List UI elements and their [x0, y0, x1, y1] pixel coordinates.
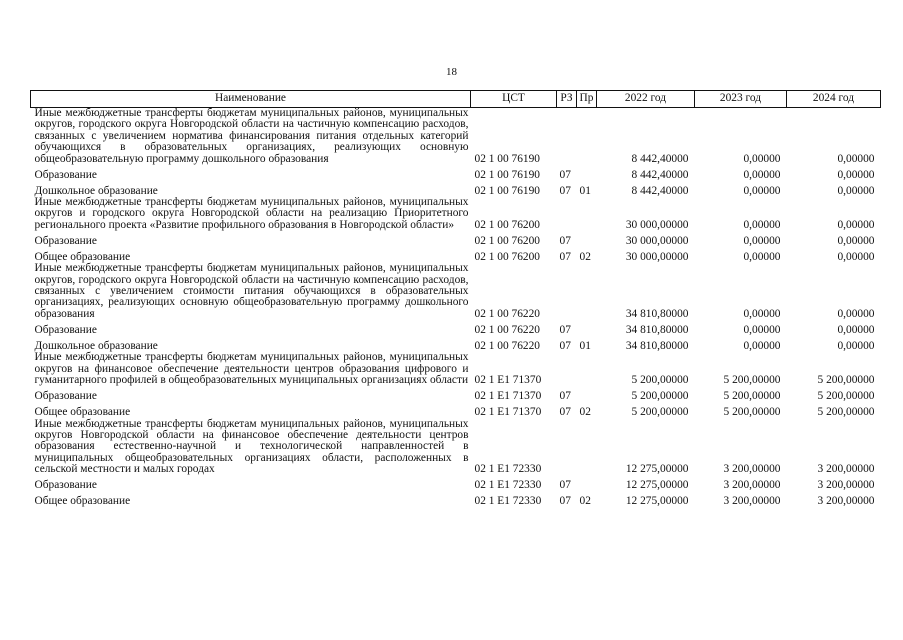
- row-cst: 02 1 E1 71370: [474, 406, 542, 419]
- table-row: [31, 403, 881, 419]
- row-pr: 01: [579, 339, 591, 352]
- row-2024: 3 200,00000: [817, 463, 875, 476]
- row-2023: 0,00000: [743, 307, 781, 320]
- row-cst: 02 1 00 76190: [474, 184, 540, 197]
- header-2022: 2022 год: [597, 91, 695, 108]
- row-name: Иные межбюджетные трансферты бюджетам муниципальных районов, муниципальных округов и городского округа Новгородской области на реализацию Приоритетного регионального проекта «Развитие профильного образования в Новгородской области»: [34, 196, 469, 231]
- row-cst: 02 1 00 76200: [474, 234, 540, 247]
- header-2023: 2023 год: [695, 91, 787, 108]
- table-row: [31, 181, 881, 197]
- row-2022: 34 810,80000: [625, 307, 689, 320]
- row-cst: 02 1 00 76220: [474, 339, 540, 352]
- row-cst: 02 1 E1 72330: [474, 495, 542, 508]
- row-rz: [557, 419, 577, 476]
- row-pr: [577, 419, 597, 476]
- row-2024: 0,00000: [837, 234, 875, 247]
- row-pr: [577, 108, 597, 166]
- row-rz: 07: [559, 479, 571, 492]
- row-2022: 30 000,00000: [625, 218, 689, 231]
- row-2023: 3 200,00000: [723, 479, 781, 492]
- table-row: [31, 247, 881, 263]
- row-rz: 07: [559, 390, 571, 403]
- row-2023: 0,00000: [743, 234, 781, 247]
- row-cst: 02 1 00 76220: [474, 323, 540, 336]
- row-2023: 5 200,00000: [723, 406, 781, 419]
- row-2022: 12 275,00000: [625, 479, 689, 492]
- table-row: [31, 197, 881, 231]
- row-2024: 5 200,00000: [817, 406, 875, 419]
- row-rz: 07: [559, 184, 571, 197]
- row-cst: 02 1 00 76190: [474, 168, 540, 181]
- row-2022: 12 275,00000: [625, 495, 689, 508]
- row-2024: 0,00000: [837, 323, 875, 336]
- row-2023: 0,00000: [743, 250, 781, 263]
- row-pr: [577, 320, 597, 336]
- row-name: Общее образование: [34, 250, 131, 263]
- table-row: [31, 165, 881, 181]
- table-row: [31, 492, 881, 508]
- row-rz: [557, 108, 577, 166]
- row-name: Дошкольное образование: [34, 184, 158, 197]
- row-2024: 0,00000: [837, 307, 875, 320]
- row-name: Общее образование: [34, 495, 131, 508]
- row-2023: 0,00000: [743, 168, 781, 181]
- table-row: [31, 108, 881, 166]
- row-2023: 0,00000: [743, 323, 781, 336]
- row-2022: 8 442,40000: [631, 168, 689, 181]
- row-2022: 30 000,00000: [625, 250, 689, 263]
- row-pr: [577, 231, 597, 247]
- row-name: Общее образование: [34, 406, 131, 419]
- table-row: [31, 352, 881, 386]
- row-cst: 02 1 E1 72330: [474, 463, 542, 476]
- row-2023: 5 200,00000: [723, 390, 781, 403]
- row-2024: 3 200,00000: [817, 495, 875, 508]
- row-pr: [577, 387, 597, 403]
- row-rz: [557, 263, 577, 320]
- row-pr: [577, 197, 597, 231]
- row-2023: 0,00000: [743, 218, 781, 231]
- row-rz: 07: [559, 250, 571, 263]
- row-name: Образование: [34, 168, 97, 181]
- table-header-row: [31, 91, 881, 108]
- row-2022: 8 442,40000: [631, 184, 689, 197]
- header-pr: Пр: [577, 91, 597, 108]
- row-pr: 01: [579, 184, 591, 197]
- budget-table: [30, 90, 881, 508]
- row-name: Образование: [34, 234, 97, 247]
- row-2024: 0,00000: [837, 339, 875, 352]
- table-row: [31, 231, 881, 247]
- row-rz: 07: [559, 495, 571, 508]
- row-2022: 34 810,80000: [625, 323, 689, 336]
- row-cst: 02 1 E1 71370: [474, 390, 542, 403]
- table-row: [31, 263, 881, 320]
- row-2023: 3 200,00000: [723, 463, 781, 476]
- row-2024: 0,00000: [837, 184, 875, 197]
- row-name: Образование: [34, 323, 97, 336]
- row-pr: 02: [579, 495, 591, 508]
- header-rz: РЗ: [557, 91, 577, 108]
- row-2022: 12 275,00000: [625, 463, 689, 476]
- row-2024: 3 200,00000: [817, 479, 875, 492]
- row-2024: 0,00000: [837, 152, 875, 165]
- row-2024: 0,00000: [837, 250, 875, 263]
- row-rz: [557, 197, 577, 231]
- row-pr: [577, 476, 597, 492]
- row-pr: [577, 165, 597, 181]
- row-rz: 07: [559, 234, 571, 247]
- table-row: [31, 320, 881, 336]
- row-cst: 02 1 00 76200: [474, 218, 540, 231]
- row-2024: 0,00000: [837, 218, 875, 231]
- row-2024: 5 200,00000: [817, 374, 875, 387]
- header-name: Наименование: [31, 91, 471, 108]
- row-2023: 0,00000: [743, 184, 781, 197]
- row-2022: 5 200,00000: [631, 390, 689, 403]
- row-2022: 5 200,00000: [631, 374, 689, 387]
- row-name: Образование: [34, 479, 97, 492]
- row-cst: 02 1 00 76200: [474, 250, 540, 263]
- row-pr: 02: [579, 406, 591, 419]
- row-name: Иные межбюджетные трансферты бюджетам муниципальных районов, муниципальных округов Новгородской области на финансовое обеспечение деятельности центров образования естественно-научной и технологической направленностей в муниципальных общеобразовательных организациях области, расположенных в сельской местности и малых городах: [34, 417, 469, 476]
- table-row: [31, 476, 881, 492]
- row-2022: 5 200,00000: [631, 406, 689, 419]
- header-2024: 2024 год: [787, 91, 881, 108]
- table-row: [31, 419, 881, 476]
- row-2022: 30 000,00000: [625, 234, 689, 247]
- row-2023: 0,00000: [743, 152, 781, 165]
- row-2024: 5 200,00000: [817, 390, 875, 403]
- row-name: Иные межбюджетные трансферты бюджетам муниципальных районов, муниципальных округов, городского округа Новгородской области на частичную компенсацию расходов, связанных с увеличением стоимости питания обучающихся в образовательных организациях, реализующих основную общеобразовательную программу дошкольного образования: [34, 262, 469, 320]
- table-row: [31, 336, 881, 352]
- row-2024: 0,00000: [837, 168, 875, 181]
- row-2022: 8 442,40000: [631, 152, 689, 165]
- row-cst: 02 1 00 76190: [474, 152, 540, 165]
- page-number: 18: [446, 66, 457, 78]
- row-name: Иные межбюджетные трансферты бюджетам муниципальных районов, муниципальных округов на финансовое обеспечение деятельности центров образования цифрового и гуманитарного профилей в общеобразовательных муниципальных организациях области: [34, 351, 469, 387]
- row-name: Иные межбюджетные трансферты бюджетам муниципальных районов, муниципальных округов, городского округа Новгородской области на частичную компенсацию расходов, связанных с увеличением норматива финансирования питания отдельных категорий обучающихся в образовательных организациях, реализующих основную общеобразовательную программу дошкольного образования: [34, 107, 469, 165]
- table-row: [31, 387, 881, 403]
- row-rz: 07: [559, 406, 571, 419]
- row-pr: 02: [579, 250, 591, 263]
- row-rz: 07: [559, 323, 571, 336]
- row-name: Дошкольное образование: [34, 339, 158, 352]
- row-rz: [557, 352, 577, 386]
- row-pr: [577, 263, 597, 320]
- header-cst: ЦСТ: [471, 91, 557, 108]
- row-2022: 34 810,80000: [625, 339, 689, 352]
- row-rz: 07: [559, 168, 571, 181]
- row-cst: 02 1 E1 72330: [474, 479, 542, 492]
- row-rz: 07: [559, 339, 571, 352]
- row-2023: 3 200,00000: [723, 495, 781, 508]
- row-2023: 0,00000: [743, 339, 781, 352]
- row-cst: 02 1 00 76220: [474, 307, 540, 320]
- row-2023: 5 200,00000: [723, 374, 781, 387]
- row-cst: 02 1 E1 71370: [474, 374, 542, 387]
- row-pr: [577, 352, 597, 386]
- row-name: Образование: [34, 390, 97, 403]
